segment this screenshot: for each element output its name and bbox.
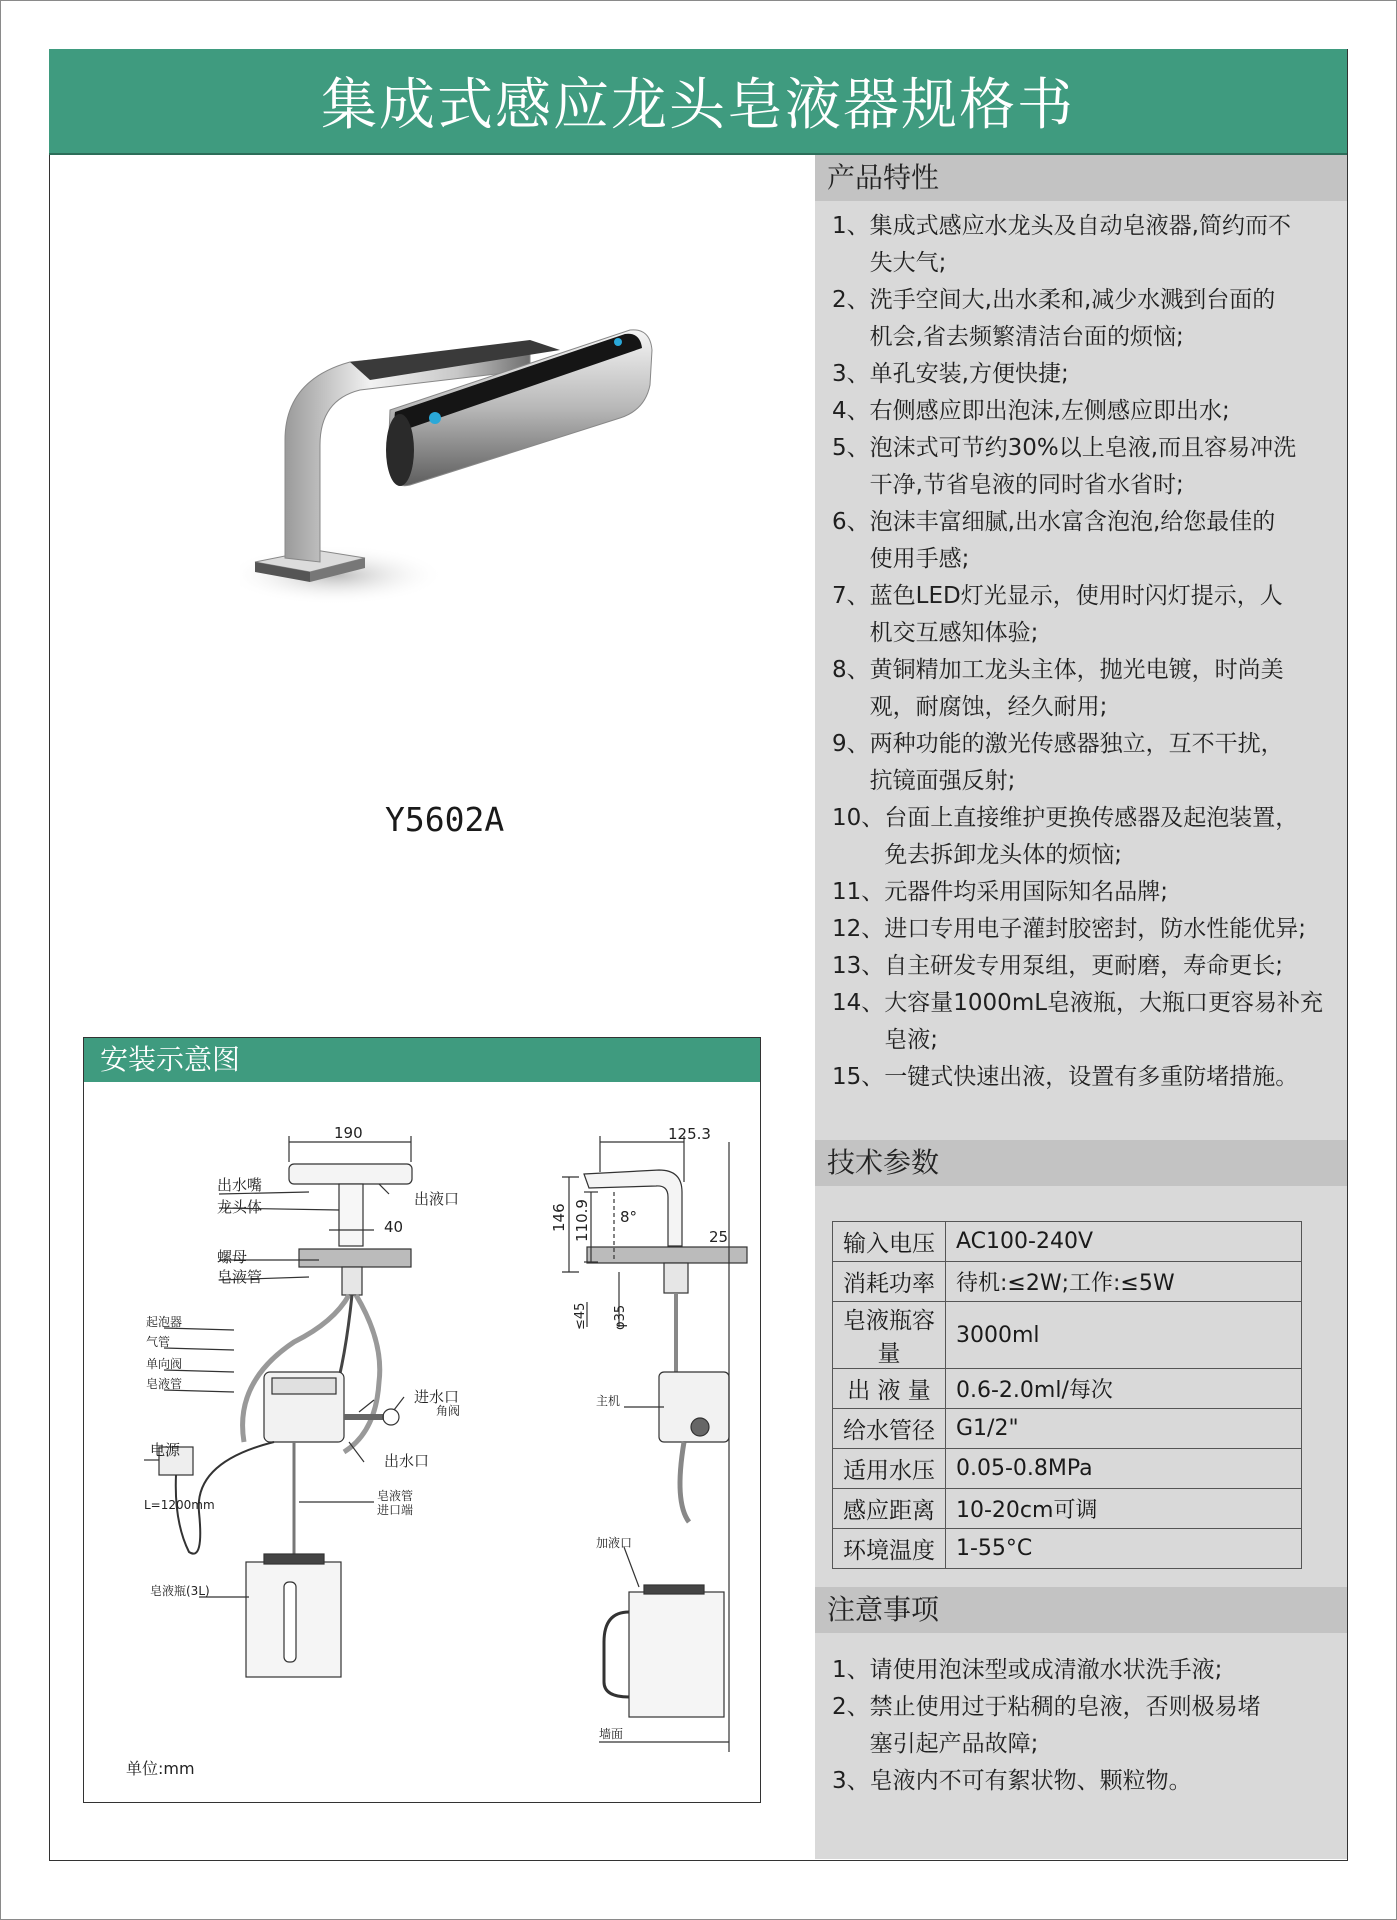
list-item [832, 652, 1342, 726]
list-item-text [884, 985, 1342, 1059]
list-item-text [870, 504, 1342, 578]
label-soap-inlet-2: 进口端 [377, 1503, 414, 1517]
dim-angle: 8° [620, 1208, 638, 1226]
list-item-text [870, 1763, 1332, 1800]
list-item-line: 进口专用电子灌封胶密封，防水性能优异; [884, 916, 1307, 942]
label-cable-length: L=1200mm [144, 1498, 215, 1512]
list-item [832, 393, 1342, 430]
spec-value: G1/2" [946, 1409, 1302, 1449]
dim-110: 110.9 [573, 1199, 591, 1242]
dim-width-190: 190 [334, 1124, 363, 1142]
label-foamer: 起泡器 [146, 1315, 183, 1329]
list-item-line: 塞引起产品故障; [869, 1731, 1039, 1757]
list-item-text [870, 578, 1342, 652]
spec-key: 皂液瓶容量 [833, 1302, 946, 1369]
list-item-text [870, 430, 1342, 504]
list-item-text [884, 800, 1342, 874]
list-item [832, 874, 1342, 911]
label-nut: 螺母 [217, 1248, 248, 1266]
specs-heading: 技术参数 [815, 1140, 1347, 1186]
list-item-line: 皂液; [884, 1027, 939, 1053]
list-item-line: 两种功能的激光传感器独立，互不干扰， [869, 731, 1284, 757]
spec-key: 出 液 量 [833, 1369, 946, 1409]
list-item-number: 9、 [832, 731, 870, 757]
list-item [832, 911, 1342, 948]
list-item-line: 黄铜精加工龙头主体，抛光电镀，时尚美 [869, 657, 1284, 683]
list-item-line: 元器件均采用国际知名品牌; [884, 879, 1169, 905]
list-item [832, 1059, 1342, 1096]
list-item-number: 3、 [832, 1768, 870, 1794]
list-item-line: 大容量1000mL皂液瓶，大瓶口更容易补充 [884, 990, 1324, 1016]
list-item [832, 430, 1342, 504]
product-image [240, 300, 660, 640]
list-item [832, 1763, 1332, 1800]
list-item-number: 1、 [832, 1657, 870, 1683]
list-item-number: 7、 [832, 583, 870, 609]
features-heading: 产品特性 [815, 155, 1347, 201]
list-item-line: 泡沫式可节约30%以上皂液,而且容易冲洗 [869, 435, 1297, 461]
list-item-line: 台面上直接维护更换传感器及起泡装置， [884, 805, 1299, 831]
page-title: 集成式感应龙头皂液器规格书 [321, 73, 1075, 138]
spec-key: 环境温度 [833, 1529, 946, 1569]
list-item-number: 4、 [832, 398, 870, 424]
list-item-number: 13、 [832, 953, 885, 979]
list-item-text [870, 1652, 1332, 1689]
list-item-number: 11、 [832, 879, 885, 905]
label-soap-pipe: 皂液管 [217, 1268, 263, 1286]
list-item-line: 自主研发专用泵组，更耐磨，寿命更长; [884, 953, 1284, 979]
list-item-number: 8、 [832, 657, 870, 683]
notes-heading: 注意事项 [815, 1587, 1347, 1633]
table-row [833, 1302, 1302, 1369]
list-item-text [870, 726, 1342, 800]
label-power: 电源 [150, 1441, 181, 1459]
dim-125: 125.3 [668, 1125, 711, 1143]
spec-value: 0.05-0.8MPa [946, 1449, 1302, 1489]
list-item-text [870, 282, 1342, 356]
list-item-number: 2、 [832, 287, 870, 313]
list-item-text [884, 911, 1342, 948]
title-bar [49, 49, 1347, 155]
label-water-out: 出水口 [384, 1452, 430, 1470]
list-item-number: 12、 [832, 916, 885, 942]
table-row [833, 1222, 1302, 1262]
list-item [832, 800, 1342, 874]
label-outlet: 出液口 [414, 1190, 460, 1208]
label-air-pipe: 气管 [146, 1335, 171, 1349]
install-diagram-panel [83, 1037, 761, 1803]
list-item-number: 2、 [832, 1694, 870, 1720]
label-fill-port: 加液口 [596, 1536, 633, 1550]
spec-value: 1-55°C [946, 1529, 1302, 1569]
dim-45: ≤45 [573, 1302, 588, 1330]
spec-key: 适用水压 [833, 1449, 946, 1489]
table-row [833, 1369, 1302, 1409]
model-number: Y5602A [385, 800, 505, 839]
dim-146: 146 [550, 1203, 568, 1232]
install-heading: 安装示意图 [84, 1038, 760, 1082]
list-item [832, 578, 1342, 652]
label-soap-pipe-2: 皂液管 [146, 1377, 183, 1391]
list-item-text [870, 393, 1342, 430]
list-item-number: 6、 [832, 509, 870, 535]
label-inlet: 进水口 [414, 1388, 460, 1406]
spec-value: 待机:≤2W;工作:≤5W [946, 1262, 1302, 1302]
list-item-line: 单孔安装,方便快捷; [869, 361, 1069, 387]
label-wall: 墙面 [599, 1727, 624, 1741]
features-list [832, 208, 1342, 1096]
dim-25: 25 [709, 1228, 729, 1246]
specs-table [832, 1221, 1302, 1569]
list-item-line: 蓝色LED灯光显示，使用时闪灯提示，人 [869, 583, 1283, 609]
spec-value: 10-20cm可调 [946, 1489, 1302, 1529]
list-item-line: 观，耐腐蚀，经久耐用; [869, 694, 1108, 720]
label-spout: 出水嘴 [217, 1176, 263, 1194]
list-item [832, 1689, 1332, 1763]
spec-key: 输入电压 [833, 1222, 946, 1262]
list-item-line: 请使用泡沫型或成清澈水状洗手液; [869, 1657, 1223, 1683]
spec-key: 消耗功率 [833, 1262, 946, 1302]
list-item-line: 失大气; [869, 250, 947, 276]
list-item-number: 5、 [832, 435, 870, 461]
spec-value: AC100-240V [946, 1222, 1302, 1262]
spec-value: 0.6-2.0ml/每次 [946, 1369, 1302, 1409]
list-item-text [884, 1059, 1342, 1096]
list-item-line: 机会,省去频繁清洁台面的烦恼; [869, 324, 1184, 350]
list-item [832, 1652, 1332, 1689]
list-item [832, 985, 1342, 1059]
list-item-number: 10、 [832, 805, 885, 831]
label-host: 主机 [596, 1394, 621, 1408]
label-bottle: 皂液瓶(3L) [150, 1584, 210, 1598]
dim-35: φ35 [613, 1304, 628, 1330]
table-row [833, 1449, 1302, 1489]
list-item-line: 集成式感应水龙头及自动皂液器,简约而不 [869, 213, 1291, 239]
list-item-line: 一键式快速出液，设置有多重防堵措施。 [884, 1064, 1299, 1090]
list-item [832, 208, 1342, 282]
list-item-text [870, 356, 1342, 393]
label-soap-inlet-1: 皂液管 [377, 1489, 414, 1503]
list-item-line: 禁止使用过于粘稠的皂液，否则极易堵 [869, 1694, 1261, 1720]
list-item-number: 1、 [832, 213, 870, 239]
list-item-number: 3、 [832, 361, 870, 387]
list-item-line: 洗手空间大,出水柔和,减少水溅到台面的 [869, 287, 1276, 313]
notes-list [832, 1652, 1332, 1800]
list-item [832, 504, 1342, 578]
list-item-line: 泡沫丰富细腻,出水富含泡泡,给您最佳的 [869, 509, 1276, 535]
list-item-line: 使用手感; [869, 546, 970, 572]
list-item-line: 皂液内不可有絮状物、颗粒物。 [869, 1768, 1192, 1794]
list-item-line: 抗镜面强反射; [869, 768, 1016, 794]
list-item [832, 282, 1342, 356]
list-item-line: 机交互感知体验; [869, 620, 1039, 646]
list-item-number: 14、 [832, 990, 885, 1016]
label-check-valve: 单向阀 [146, 1357, 183, 1371]
spec-key: 给水管径 [833, 1409, 946, 1449]
spec-value: 3000ml [946, 1302, 1302, 1369]
unit-label: 单位:mm [126, 1759, 195, 1778]
list-item-line: 免去拆卸龙头体的烦恼; [884, 842, 1123, 868]
list-item [832, 948, 1342, 985]
list-item-text [870, 652, 1342, 726]
label-angle-valve: 角阀 [436, 1404, 461, 1418]
list-item [832, 356, 1342, 393]
dim-40: 40 [384, 1218, 404, 1236]
list-item-number: 15、 [832, 1064, 885, 1090]
list-item-line: 右侧感应即出泡沫,左侧感应即出水; [869, 398, 1230, 424]
list-item-text [870, 1689, 1332, 1763]
install-diagram [84, 1082, 760, 1802]
table-row [833, 1529, 1302, 1569]
list-item-text [884, 874, 1342, 911]
spec-key: 感应距离 [833, 1489, 946, 1529]
list-item-text [870, 208, 1342, 282]
table-row [833, 1409, 1302, 1449]
list-item [832, 726, 1342, 800]
table-row [833, 1489, 1302, 1529]
label-body: 龙头体 [217, 1198, 263, 1216]
list-item-line: 干净,节省皂液的同时省水省时; [869, 472, 1184, 498]
table-row [833, 1262, 1302, 1302]
list-item-text [884, 948, 1342, 985]
